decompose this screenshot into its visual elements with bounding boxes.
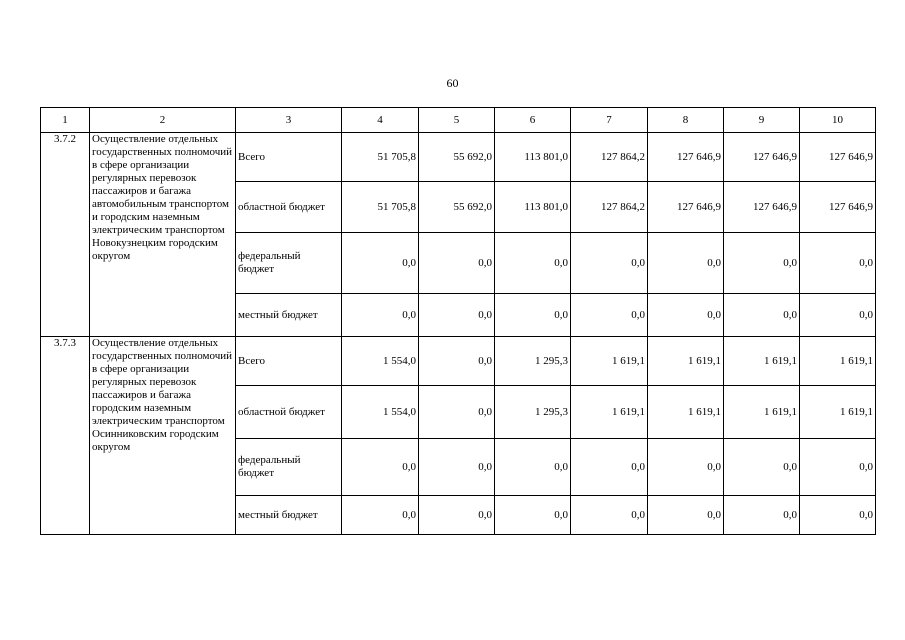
value-cell: 0,0 bbox=[419, 496, 495, 535]
item-number: 3.7.2 bbox=[41, 133, 90, 337]
item-description: Осуществление отдельных государственных полномочий в сфере организации регулярных перевозок пассажиров и багажа городским наземным электрическим транспортом Осинниковским городским округом bbox=[90, 337, 236, 535]
value-cell: 0,0 bbox=[800, 439, 876, 496]
value-cell: 0,0 bbox=[495, 496, 571, 535]
value-cell: 0,0 bbox=[342, 294, 419, 337]
value-cell: 127 646,9 bbox=[648, 182, 724, 233]
value-cell: 127 646,9 bbox=[648, 133, 724, 182]
value-cell: 0,0 bbox=[419, 439, 495, 496]
value-cell: 0,0 bbox=[800, 496, 876, 535]
value-cell: 1 619,1 bbox=[800, 386, 876, 439]
table-row bbox=[41, 337, 876, 386]
value-cell: 1 619,1 bbox=[724, 386, 800, 439]
value-cell: 113 801,0 bbox=[495, 182, 571, 233]
column-header: 1 bbox=[41, 108, 90, 133]
value-cell: 1 619,1 bbox=[571, 337, 648, 386]
budget-table bbox=[40, 107, 876, 535]
value-cell: 1 619,1 bbox=[724, 337, 800, 386]
funding-source: Всего bbox=[236, 133, 342, 182]
value-cell: 0,0 bbox=[724, 233, 800, 294]
table-row bbox=[41, 133, 876, 182]
value-cell: 127 646,9 bbox=[800, 133, 876, 182]
value-cell: 0,0 bbox=[571, 439, 648, 496]
column-header: 3 bbox=[236, 108, 342, 133]
value-cell: 0,0 bbox=[648, 233, 724, 294]
value-cell: 0,0 bbox=[419, 337, 495, 386]
value-cell: 1 295,3 bbox=[495, 337, 571, 386]
value-cell: 0,0 bbox=[800, 233, 876, 294]
funding-source: федеральный бюджет bbox=[236, 439, 342, 496]
value-cell: 1 619,1 bbox=[800, 337, 876, 386]
item-number: 3.7.3 bbox=[41, 337, 90, 535]
value-cell: 0,0 bbox=[495, 294, 571, 337]
column-header: 2 bbox=[90, 108, 236, 133]
value-cell: 1 554,0 bbox=[342, 337, 419, 386]
funding-source: федеральный бюджет bbox=[236, 233, 342, 294]
value-cell: 0,0 bbox=[495, 439, 571, 496]
value-cell: 51 705,8 bbox=[342, 133, 419, 182]
item-description: Осуществление отдельных государственных полномочий в сфере организации регулярных перевозок пассажиров и багажа автомобильным транспортом и городским наземным электрическим транспортом Новокузнецким городским округом bbox=[90, 133, 236, 337]
column-header: 10 bbox=[800, 108, 876, 133]
header-row bbox=[41, 108, 876, 133]
value-cell: 1 554,0 bbox=[342, 386, 419, 439]
value-cell: 0,0 bbox=[342, 233, 419, 294]
value-cell: 0,0 bbox=[648, 294, 724, 337]
funding-source: Всего bbox=[236, 337, 342, 386]
value-cell: 1 619,1 bbox=[648, 337, 724, 386]
value-cell: 127 864,2 bbox=[571, 133, 648, 182]
value-cell: 0,0 bbox=[419, 386, 495, 439]
value-cell: 127 864,2 bbox=[571, 182, 648, 233]
value-cell: 0,0 bbox=[571, 496, 648, 535]
value-cell: 0,0 bbox=[571, 294, 648, 337]
funding-source: местный бюджет bbox=[236, 496, 342, 535]
funding-source: областной бюджет bbox=[236, 386, 342, 439]
value-cell: 0,0 bbox=[571, 233, 648, 294]
value-cell: 1 295,3 bbox=[495, 386, 571, 439]
column-header: 6 bbox=[495, 108, 571, 133]
value-cell: 0,0 bbox=[342, 496, 419, 535]
value-cell: 0,0 bbox=[648, 439, 724, 496]
value-cell: 0,0 bbox=[419, 294, 495, 337]
value-cell: 127 646,9 bbox=[800, 182, 876, 233]
value-cell: 55 692,0 bbox=[419, 133, 495, 182]
funding-source: областной бюджет bbox=[236, 182, 342, 233]
column-header: 5 bbox=[419, 108, 495, 133]
value-cell: 1 619,1 bbox=[648, 386, 724, 439]
value-cell: 0,0 bbox=[495, 233, 571, 294]
value-cell: 113 801,0 bbox=[495, 133, 571, 182]
value-cell: 0,0 bbox=[724, 496, 800, 535]
column-header: 4 bbox=[342, 108, 419, 133]
funding-source: местный бюджет bbox=[236, 294, 342, 337]
value-cell: 0,0 bbox=[724, 439, 800, 496]
page-number: 60 bbox=[446, 76, 459, 90]
value-cell: 0,0 bbox=[800, 294, 876, 337]
column-header: 8 bbox=[648, 108, 724, 133]
value-cell: 0,0 bbox=[648, 496, 724, 535]
value-cell: 0,0 bbox=[342, 439, 419, 496]
column-header: 7 bbox=[571, 108, 648, 133]
value-cell: 0,0 bbox=[419, 233, 495, 294]
value-cell: 55 692,0 bbox=[419, 182, 495, 233]
value-cell: 127 646,9 bbox=[724, 133, 800, 182]
value-cell: 0,0 bbox=[724, 294, 800, 337]
value-cell: 1 619,1 bbox=[571, 386, 648, 439]
value-cell: 127 646,9 bbox=[724, 182, 800, 233]
column-header: 9 bbox=[724, 108, 800, 133]
value-cell: 51 705,8 bbox=[342, 182, 419, 233]
